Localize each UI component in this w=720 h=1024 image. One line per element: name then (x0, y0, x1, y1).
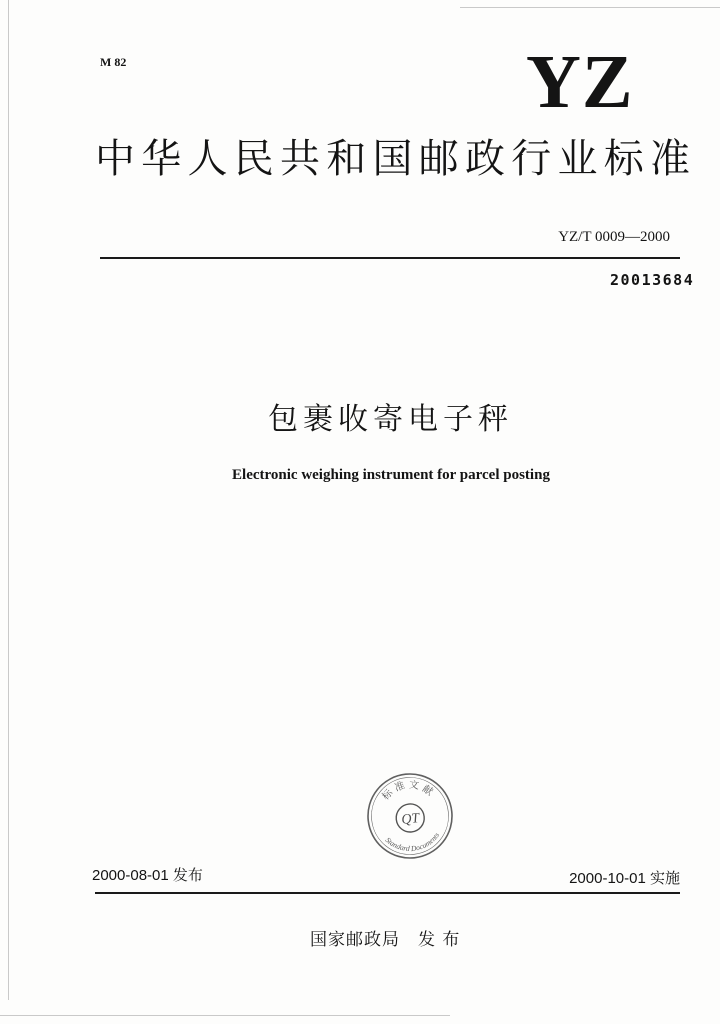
document-title-english: Electronic weighing instrument for parcel posting (232, 467, 550, 483)
document-title-chinese: 包裹收寄电子秤 (268, 402, 508, 437)
seal-top-text: 标 准 文 献 (380, 779, 435, 803)
implementation-date: 2000-10-01 实施 (569, 870, 680, 887)
publisher: 国家邮政局 发 布 (310, 930, 461, 950)
serial-number-stamp: 20013684 (610, 271, 695, 289)
scan-edge-left (8, 0, 9, 1000)
standard-number: YZ/T 0009—2000 (558, 229, 670, 245)
standard-logo: YZ (526, 40, 634, 124)
issue-date: 2000-08-01 发布 (92, 867, 203, 884)
standard-documents-seal (355, 761, 465, 871)
classification-code: M 82 (100, 55, 127, 69)
footer-divider (95, 892, 680, 894)
header-divider (100, 257, 680, 259)
seal-center-text: QT (400, 811, 421, 828)
seal-bottom-text: Standard Documents (383, 830, 442, 854)
standard-category-title: 中华人民共和国邮政行业标准 (95, 136, 690, 182)
scan-edge-top (460, 7, 720, 8)
scan-edge-bottom (0, 1015, 450, 1016)
